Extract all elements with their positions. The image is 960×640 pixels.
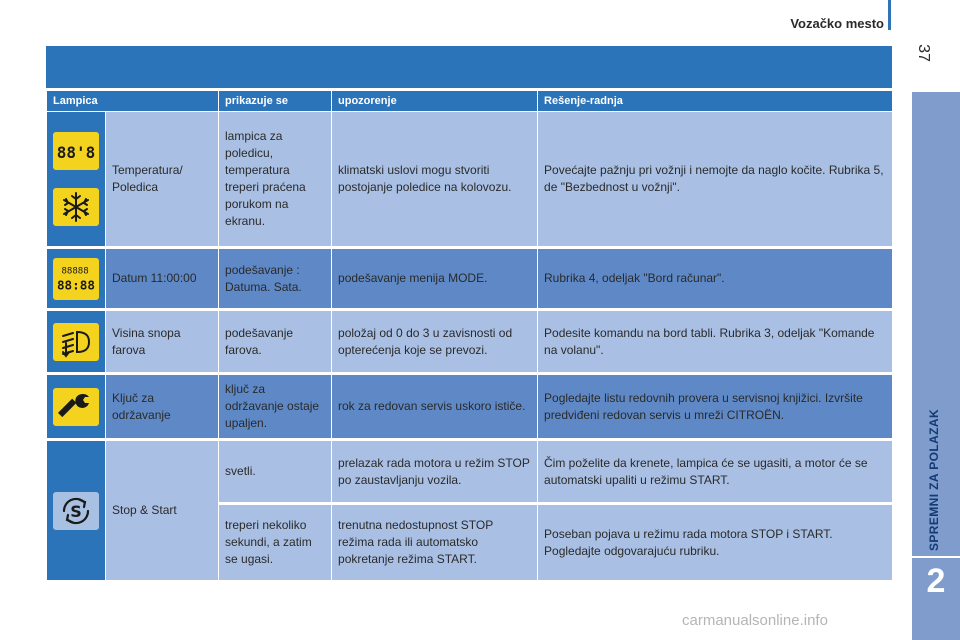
icon-cell: [47, 310, 106, 374]
lamp-action: Pogledajte listu redovnih provera u servisnoj knjižici. Izvršite predviđeni redovan servis u mreži CITROËN.: [538, 374, 893, 440]
table-header-row: [47, 91, 893, 112]
table-row: [47, 310, 893, 374]
lamp-shown: ključ za održavanje ostaje upaljen.: [219, 374, 332, 440]
table-banner: [46, 46, 892, 88]
chapter-label-wrap: [914, 390, 954, 570]
icon-cell: [47, 112, 106, 248]
lamp-name: Visina snopa farova: [106, 310, 219, 374]
temp-digits: 88'8: [56, 143, 96, 162]
lamp-name: Ključ za održavanje: [106, 374, 219, 440]
warning-lamps-table: [46, 90, 893, 583]
lamp-name: Temperatura/ Poledica: [106, 112, 219, 248]
lamp-shown: treperi nekoliko sekundi, a zatim se ugasi.: [219, 504, 332, 582]
date-digits-bottom: 88:88: [56, 277, 96, 293]
lamp-shown: lampica za poledicu, temperatura treperi praćena porukom na ekranu.: [219, 112, 332, 248]
lamp-warning: trenutna nedostupnost STOP režima rada ili automatsko pokretanje režima START.: [332, 504, 538, 582]
icon-cell: [47, 440, 106, 582]
lamp-shown: podešavanje farova.: [219, 310, 332, 374]
lamp-action: Podesite komandu na bord tabli. Rubrika 3, odeljak "Komande na volanu".: [538, 310, 893, 374]
icon-cell: [47, 248, 106, 310]
chapter-divider: [912, 556, 960, 558]
lamp-action: Rubrika 4, odeljak "Bord računar".: [538, 248, 893, 310]
lamp-warning: rok za redovan servis uskoro ističe.: [332, 374, 538, 440]
lamp-action: Povećajte pažnju pri vožnji i nemojte da naglo kočite. Rubrika 5, de "Bezbednost u vožnji".: [538, 112, 893, 248]
page-number: 37: [915, 44, 932, 62]
lamp-shown: svetli.: [219, 440, 332, 504]
lamp-warning: prelazak rada motora u režim STOP po zaustavljanju vozila.: [332, 440, 538, 504]
lamp-shown: podešavanje : Datuma. Sata.: [219, 248, 332, 310]
lamp-action: Poseban pojava u režimu rada motora STOP i START. Pogledajte odgovarajuću rubriku.: [538, 504, 893, 582]
date-time-display-icon: [53, 258, 99, 300]
header-resenje-radnja: Rešenje-radnja: [538, 91, 893, 112]
header-prikazuje-se: prikazuje se: [219, 91, 332, 112]
headlamp-beam-icon: [53, 323, 99, 361]
lamp-warning: podešavanje menija MODE.: [332, 248, 538, 310]
table-row: [47, 440, 893, 504]
chapter-number: 2: [926, 562, 946, 600]
lamp-action: Čim poželite da krenete, lampica će se ugasiti, a motor će se automatski upaliti u režimu START.: [538, 440, 893, 504]
table-row: [47, 112, 893, 248]
snowflake-icon: [53, 188, 99, 226]
lamp-name: Datum 11:00:00: [106, 248, 219, 310]
wrench-icon: [53, 388, 99, 426]
table-row: [47, 248, 893, 310]
date-digits-top: 88888: [61, 265, 89, 276]
svg-text:S: S: [70, 501, 82, 521]
header-lampica: Lampica: [47, 91, 219, 112]
header-rule: [888, 0, 891, 30]
header-upozorenje: upozorenje: [332, 91, 538, 112]
table-row: [47, 374, 893, 440]
stop-start-icon: [53, 492, 99, 530]
watermark: carmanualsonline.info: [682, 612, 828, 629]
icon-cell: [47, 374, 106, 440]
lamp-name: Stop & Start: [106, 440, 219, 582]
lamp-warning: klimatski uslovi mogu stvoriti postojanje poledice na kolovozu.: [332, 112, 538, 248]
section-title: Vozačko mesto: [790, 16, 884, 31]
lamp-warning: položaj od 0 do 3 u zavisnosti od opterećenja koje se prevozi.: [332, 310, 538, 374]
chapter-label: SPREMNI ZA POLAZAK: [927, 408, 941, 552]
temperature-display-icon: [53, 132, 99, 170]
